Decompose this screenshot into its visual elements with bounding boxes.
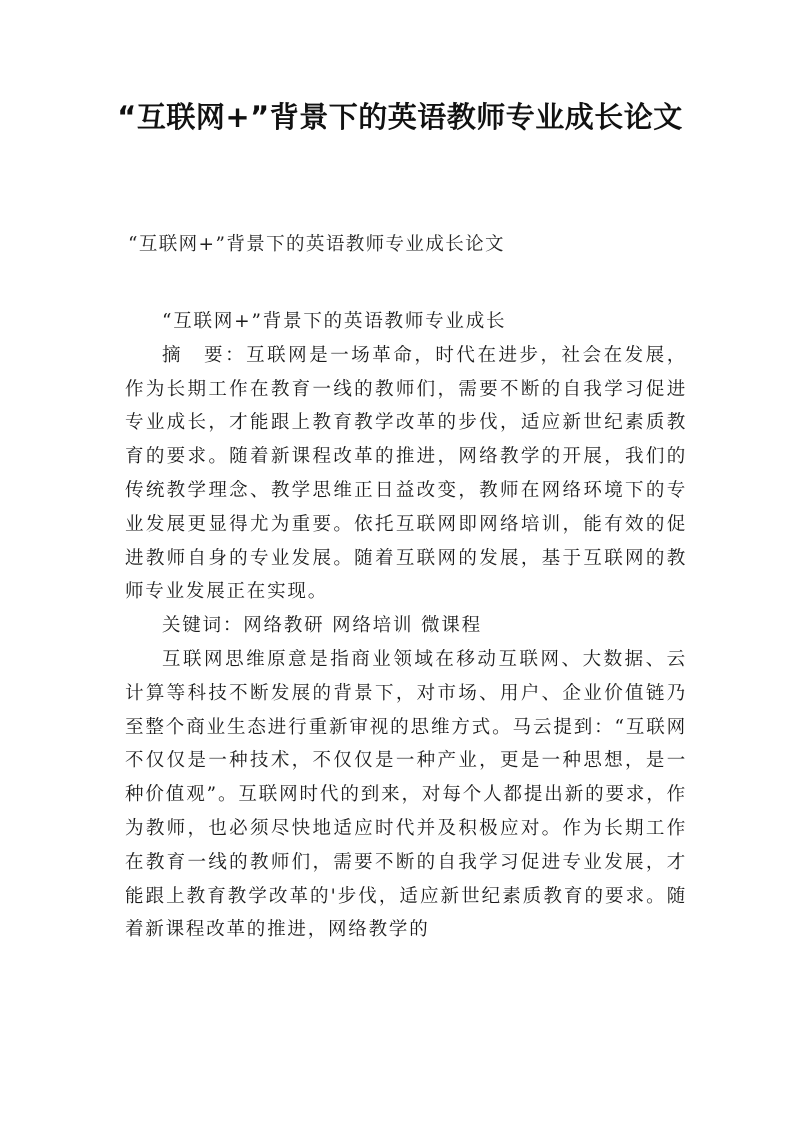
keywords-text: 网络教研 网络培训 微课程 [243,615,482,637]
abstract-paragraph [125,339,687,609]
abstract-text: 互联网是一场革命，时代在进步，社会在发展，作为长期工作在教育一线的教师们，需要不断的自我学习促进专业成长，才能跟上教育教学改革的步伐，适应新世纪素质教育的要求。随着新课程改革的推进，网络教学的开展，我们的传统教学理念、教学思维正日益改变，教师在网络环境下的专业发展更显得尤为重要。依托互联网即网络培训，能有效的促进教师自身的专业发展。随着互联网的发展，基于互联网的教师专业发展正在实现。 [125,344,687,603]
document-subtitle: “互联网+”背景下的英语教师专业成长论文 [128,234,505,255]
abstract-label: 摘 要： [162,344,247,366]
keywords-label: 关键词： [162,615,244,637]
body-paragraph: 互联网思维原意是指商业领域在移动互联网、大数据、云计算等科技不断发展的背景下，对市场、用户、企业价值链乃至整个商业生态进行重新审视的思维方式。马云提到：“互联网不仅仅是一种技术，不仅仅是一种产业，更是一种思想，是一种价值观”。互联网时代的到来，对每个人都提出新的要求，作为教师，也必须尽快地适应时代并及积极应对。作为长期工作在教育一线的教师们，需要不断的自我学习促进专业发展，才能跟上教育教学改革的'步伐，适应新世纪素质教育的要求。随着新课程改革的推进，网络教学的 [125,648,687,941]
document-body [125,305,687,947]
section-heading [125,305,687,339]
document-title: “互联网+”背景下的英语教师专业成长论文 [117,100,683,134]
keywords-paragraph [125,609,687,643]
section-heading-text: “互联网+”背景下的英语教师专业成长 [162,311,507,332]
